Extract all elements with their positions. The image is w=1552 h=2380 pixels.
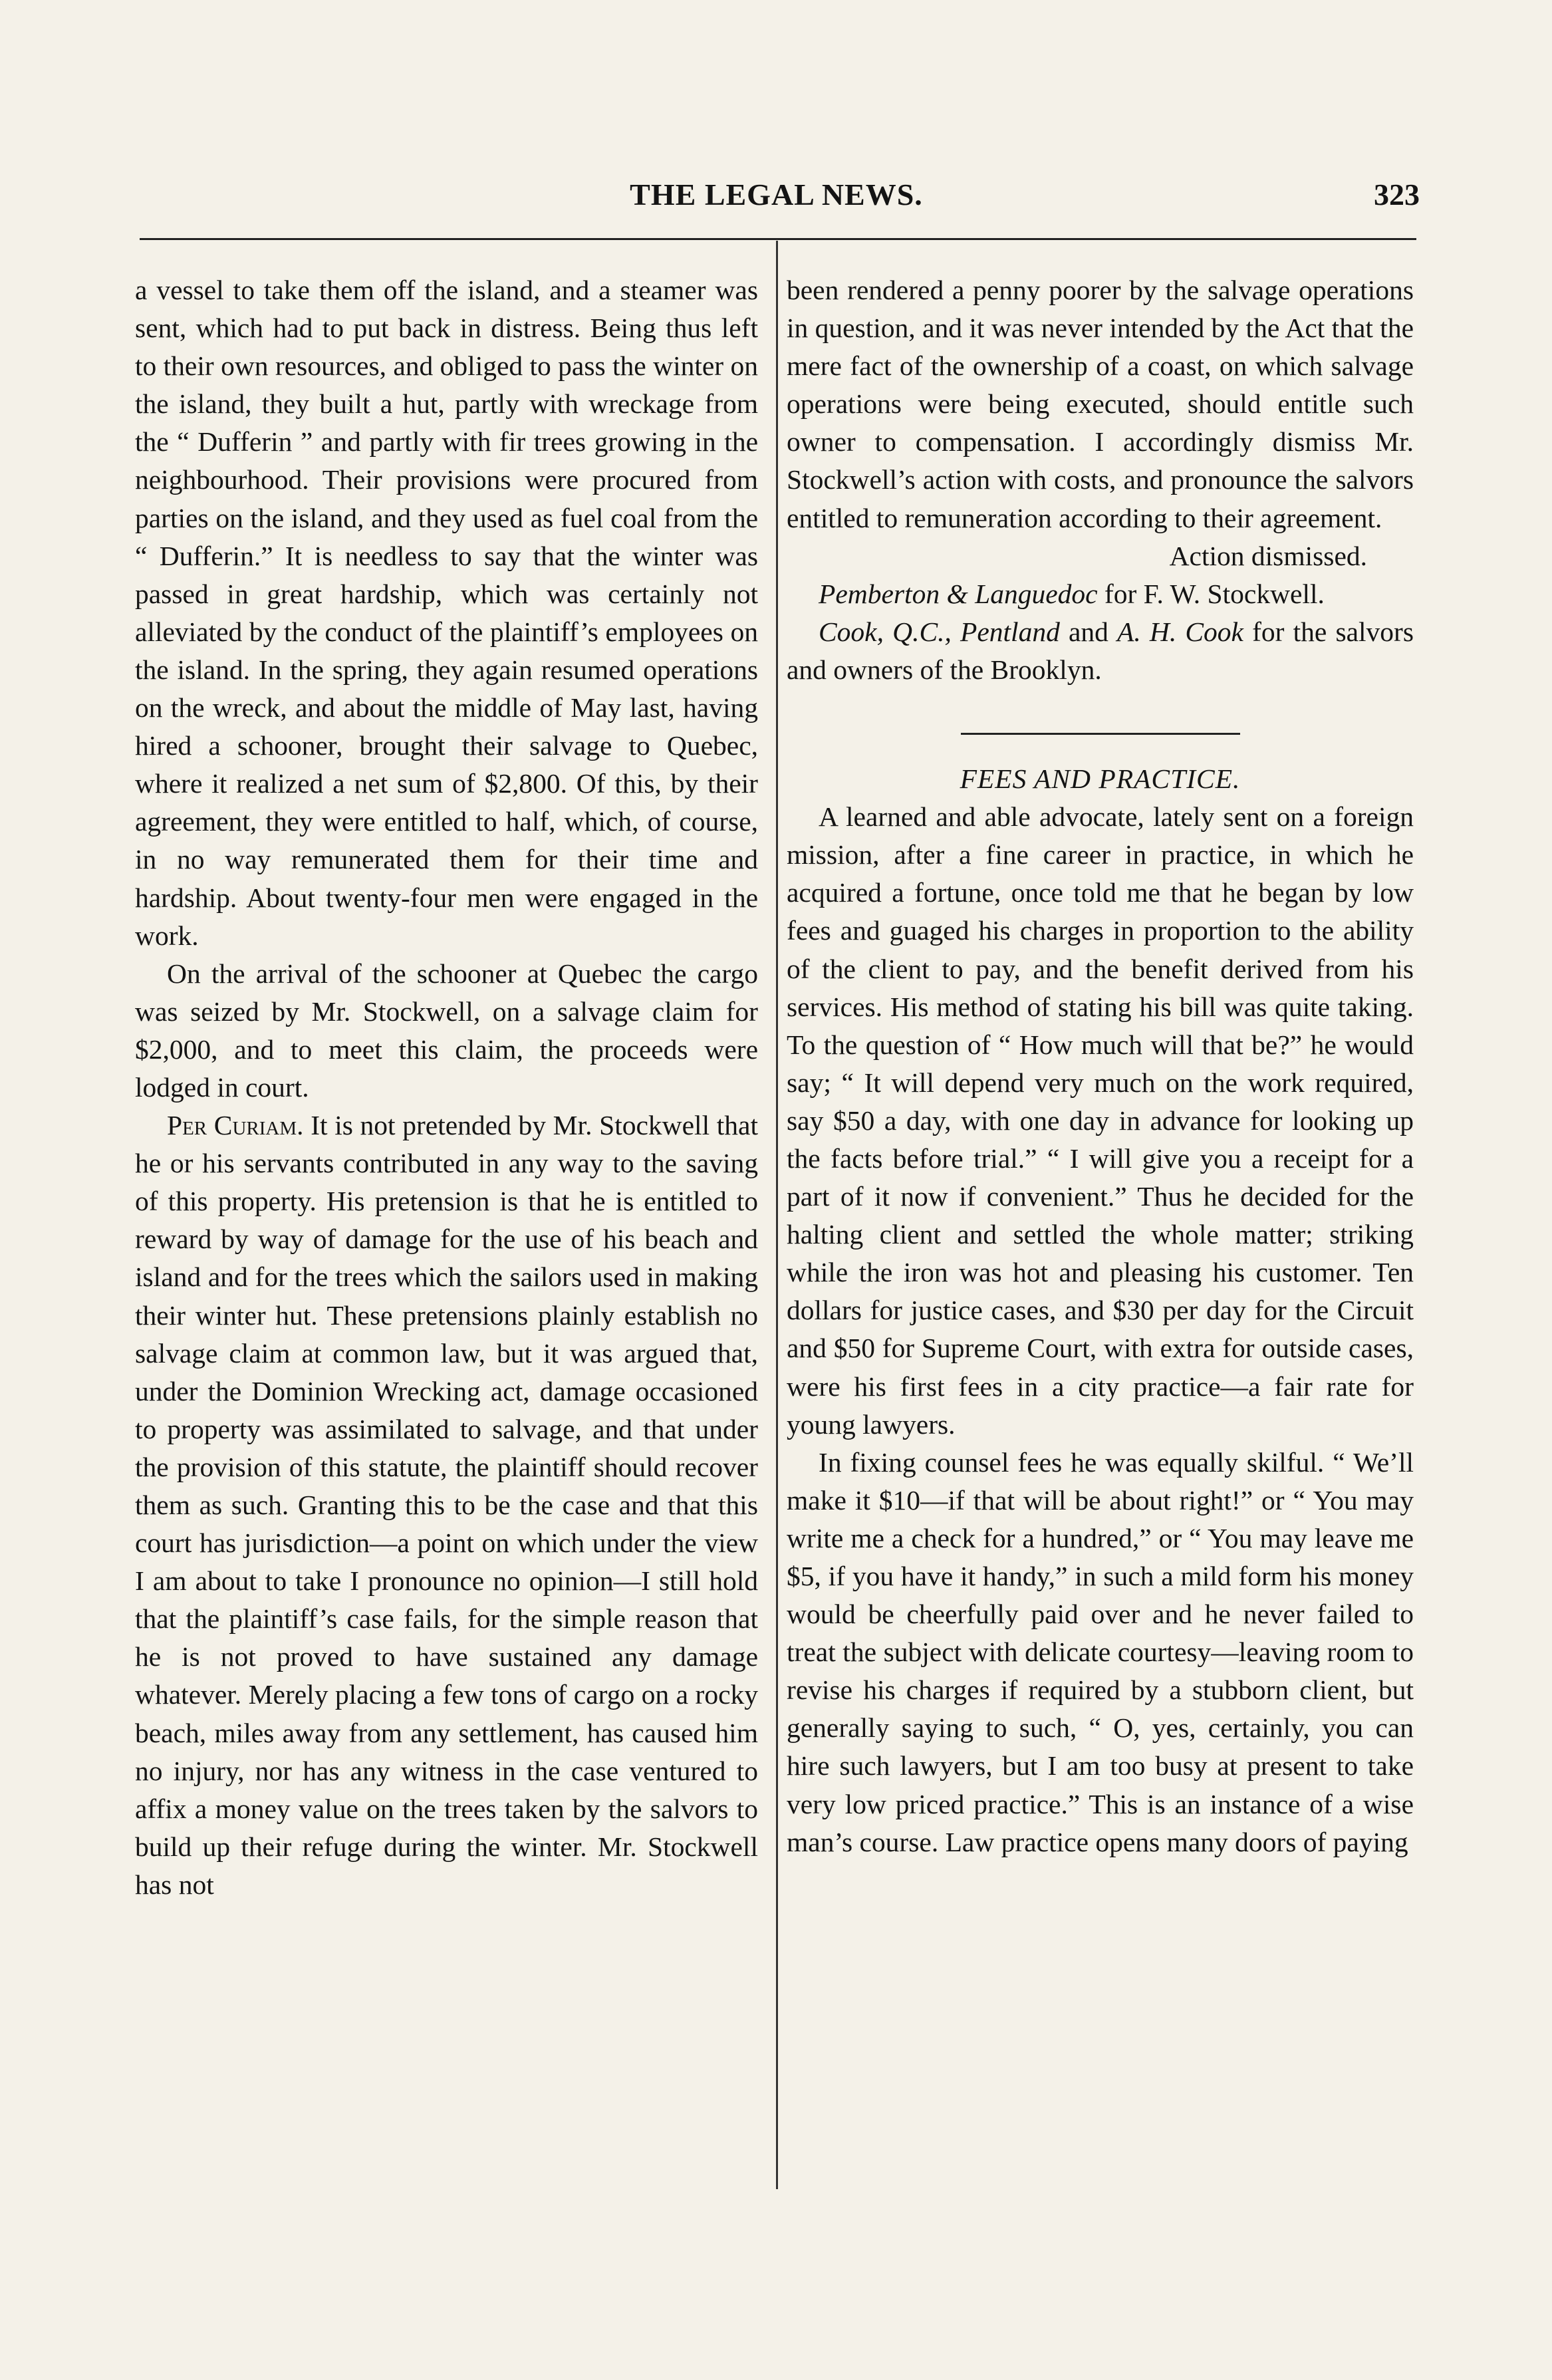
counsel-text: for the salvors and owners of the Brooklyn. <box>787 616 1414 685</box>
running-header <box>133 174 1420 217</box>
journal-title: THE LEGAL NEWS. <box>630 178 923 211</box>
counsel-text: for F. W. Stockwell. <box>1097 578 1325 609</box>
column-divider <box>776 241 778 2189</box>
header-rule <box>140 238 1416 240</box>
paragraph: been rendered a penny poorer by the salvage operations in question, and it was never intended by the Act that the mere fact of the ownership of a coast, on which salvage operations were being executed, should entitle such owner to compensation. I accordingly dismiss Mr. Stockwell’s action with costs, and pronounce the salvors entitled to remuneration according to their agreement. <box>787 275 1414 533</box>
counsel-names: Pemberton & Languedoc <box>819 578 1098 609</box>
counsel-text: and <box>1059 616 1118 647</box>
disposition: Action dismissed. <box>1169 540 1367 571</box>
counsel-names: Cook, Q.C., Pentland <box>819 616 1060 647</box>
left-column <box>135 271 758 1904</box>
section-rule <box>961 733 1240 735</box>
paragraph: On the arrival of the schooner at Quebec the cargo was seized by Mr. Stockwell, on a salvage claim for $2,000, and to meet this claim, the proceeds were lodged in court. <box>135 958 758 1103</box>
right-column <box>787 271 1414 1861</box>
page-number: 323 <box>1374 178 1420 211</box>
counsel-names: A. H. Cook <box>1117 616 1243 647</box>
paragraph-text: It is not pretended by Mr. Stockwell that he or his servants contributed in any way to the saving of this property. His pretension is that he is entitled to reward by way of damage for the use of his beach and island and for the trees which the sailors used in making their winter hut. These pretensions plainly establish no salvage claim at common law, but it was argued that, under the Dominion Wrecking act, damage occasioned to property was assimilated to salvage, and that under the provision of this statute, the plaintiff should recover them as such. Granting this to be the case and that this court has jurisdiction—a point on which under the view I am about to take I pronounce no opinion—I still hold that the plaintiff’s case fails, for the simple reason that he is not proved to have sustained any damage whatever. Merely placing a few tons of cargo on a rocky beach, miles away from any settlement, has caused him no injury, nor has any witness in the case ventured to affix a money value on the trees taken by the salvors to build up their refuge during the winter. Mr. Stockwell has not <box>135 1110 758 1900</box>
per-curiam-lead: Per Curiam. <box>167 1110 304 1141</box>
counsel-line <box>787 613 1414 689</box>
section-heading: FEES AND PRACTICE. <box>960 763 1241 795</box>
paragraph: In fixing counsel fees he was equally skilful. “ We’ll make it $10—if that will be about right!” or “ You may write me a check for a hundred,” or “ You may leave me $5, if you have it handy,” in such a mild form his money would be cheerfully paid over and he never failed to treat the subject with delicate courtesy—leaving room to revise his charges if required by a stubborn client, but generally saying to such, “ O, yes, certainly, you can hire such lawyers, but I am too busy at present to take very low priced practice.” This is an instance of a wise man’s course. Law practice opens many doors of paying <box>787 1446 1414 1857</box>
paragraph <box>135 1107 758 1904</box>
paragraph: A learned and able advocate, lately sent on a foreign mission, after a fine career in practice, in which he acquired a fortune, once told me that he began by low fees and guaged his charges in proportion to the ability of the client to pay, and the benefit derived from his services. His method of stating his bill was quite taking. To the question of “ How much will that be?” he would say; “ It will depend very much on the work required, say $50 a day, with one day in advance for looking up the facts before trial.” “ I will give you a receipt for a part of it now if convenient.” Thus he decided for the halting client and settled the whole matter; striking while the iron was hot and pleasing his customer. Ten dollars for justice cases, and $30 per day for the Circuit and $50 for Supreme Court, with extra for outside cases, were his first fees in a city practice—a fair rate for young lawyers. <box>787 801 1414 1440</box>
paragraph: a vessel to take them off the island, and a steamer was sent, which had to put back in distress. Being thus left to their own resources, and obliged to pass the winter on the island, they built a hut, partly with wreckage from the “ Dufferin ” and partly with fir trees growing in the neighbourhood. Their provisions were procured from parties on the island, and they used as fuel coal from the “ Dufferin.” It is needless to say that the winter was passed in great hardship, which was certainly not alleviated by the conduct of the plaintiff’s employees on the island. In the spring, they again resumed operations on the wreck, and about the middle of May last, having hired a schooner, brought their salvage to Quebec, where it realized a net sum of $2,800. Of this, by their agreement, they were entitled to half, which, of course, in no way remunerated them for their time and hardship. About twenty-four men were engaged in the work. <box>135 275 758 951</box>
counsel-line <box>787 575 1414 613</box>
